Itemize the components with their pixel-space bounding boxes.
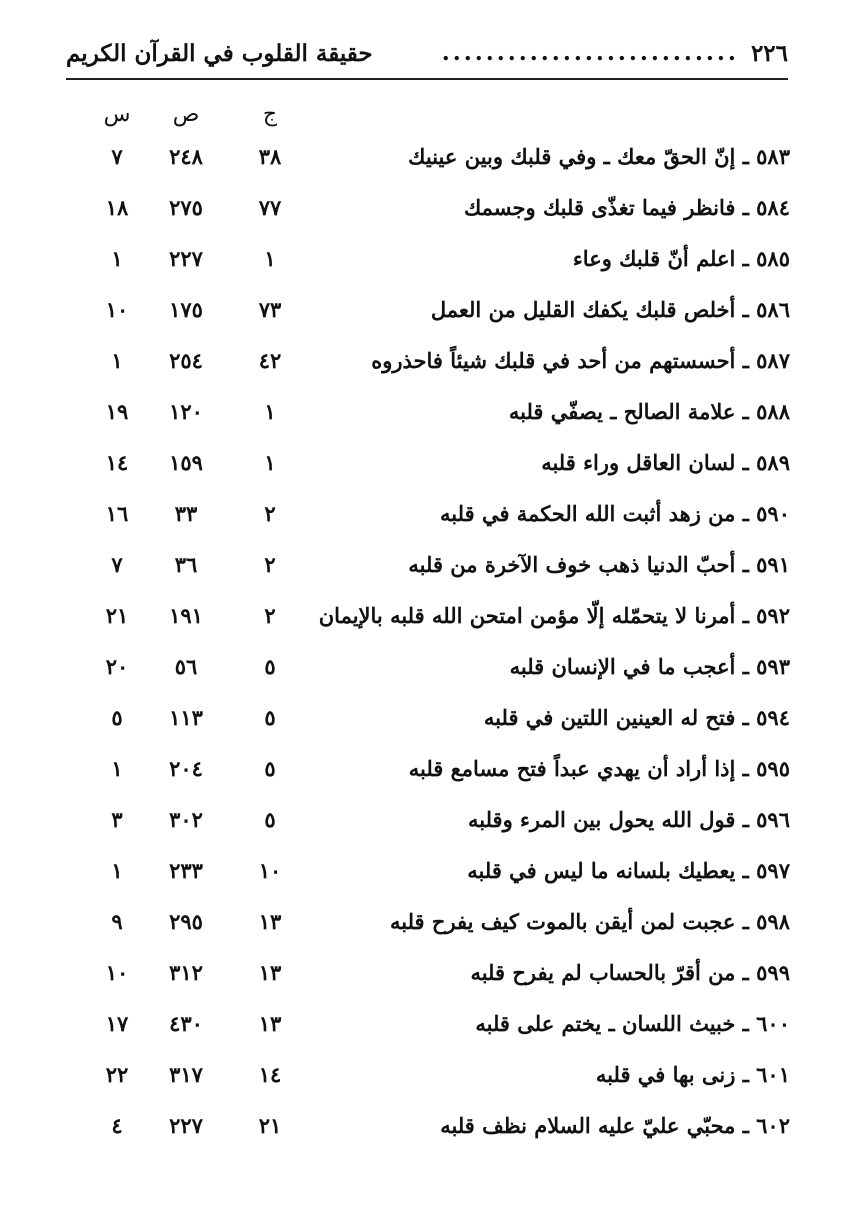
entry-title: ٥٩٣ ـ أعجب ما في الإنسان قلبه: [509, 654, 790, 679]
entry-title: ٥٩٥ ـ إذا أراد أن يهدي عبداً فتح مسامع قلبه: [408, 756, 790, 781]
entry-line: ١: [111, 348, 123, 373]
index-row: [0, 289, 862, 340]
entry-page: ٢٢٧: [169, 1113, 203, 1138]
entry-page: ٥٦: [174, 654, 198, 679]
entry-volume: ٢: [264, 501, 276, 526]
index-row: [0, 901, 862, 952]
entry-volume: ٧٣: [258, 297, 282, 322]
index-row: [0, 187, 862, 238]
entry-page: ١٥٩: [169, 450, 203, 475]
entry-volume: ٥: [264, 654, 276, 679]
entry-title: ٥٨٧ ـ أحسستهم من أحد في قلبك شيئاً فاحذروه: [371, 348, 790, 373]
entry-page: ٣١٧: [169, 1062, 203, 1087]
index-row: [0, 238, 862, 289]
entry-line: ٥: [111, 705, 123, 730]
entry-volume: ٣٨: [258, 144, 282, 169]
entry-page: ١٩١: [169, 603, 203, 628]
entry-title: ٥٨٦ ـ أخلص قلبك يكفك القليل من العمل: [430, 297, 790, 322]
entry-title: ٥٨٨ ـ علامة الصالح ـ يصفّي قلبه: [508, 399, 790, 424]
entry-line: ٢١: [105, 603, 129, 628]
entry-page: ٢٣٣: [169, 858, 203, 883]
entry-volume: ٥: [264, 756, 276, 781]
entry-volume: ١٠: [258, 858, 282, 883]
entry-line: ١٩: [105, 399, 129, 424]
entry-title: ٥٩٤ ـ فتح له العينين اللتين في قلبه: [483, 705, 790, 730]
index-row: [0, 544, 862, 595]
entry-volume: ١: [264, 450, 276, 475]
entry-volume: ١٤: [258, 1062, 282, 1087]
entry-title: ٥٩٢ ـ أمرنا لا يتحمّله إلّا مؤمن امتحن الله قلبه بالإيمان: [318, 603, 790, 628]
index-row: [0, 1105, 862, 1156]
column-header-line: س: [103, 102, 131, 127]
entry-line: ٧: [111, 552, 123, 577]
running-header: [66, 36, 788, 80]
entry-line: ١٧: [105, 1011, 129, 1036]
index-row: [0, 799, 862, 850]
index-row: [0, 1054, 862, 1105]
entry-page: ٢٧٥: [169, 195, 203, 220]
index-row: [0, 748, 862, 799]
entry-page: ٣٦: [174, 552, 198, 577]
entry-title: ٥٩٠ ـ من زهد أثبت الله الحكمة في قلبه: [440, 501, 790, 526]
entry-page: ١١٣: [169, 705, 203, 730]
entry-line: ١٤: [105, 450, 129, 475]
index-row: [0, 493, 862, 544]
entry-page: ٣٠٢: [169, 807, 203, 832]
column-header-page: ص: [172, 102, 200, 127]
entry-volume: ٤٢: [258, 348, 282, 373]
entry-line: ١: [111, 756, 123, 781]
entry-volume: ٥: [264, 807, 276, 832]
entry-title: ٦٠٠ ـ خبيث اللسان ـ يختم على قلبه: [475, 1011, 790, 1036]
entry-volume: ١٣: [258, 909, 282, 934]
entry-line: ٣: [111, 807, 123, 832]
entry-title: ٥٩٨ ـ عجبت لمن أيقن بالموت كيف يفرح قلبه: [389, 909, 790, 934]
index-row: [0, 442, 862, 493]
entry-page: ٢٩٥: [169, 909, 203, 934]
entry-line: ٧: [111, 144, 123, 169]
entry-title: ٥٩٩ ـ من أقرّ بالحساب لم يفرح قلبه: [470, 960, 790, 985]
index-row: [0, 850, 862, 901]
entry-title: ٦٠١ ـ زنى بها في قلبه: [595, 1062, 790, 1087]
entry-page: ٢٠٤: [169, 756, 203, 781]
entry-line: ٢٠: [105, 654, 129, 679]
index-row: [0, 595, 862, 646]
entry-volume: ٢: [264, 552, 276, 577]
entry-volume: ٥: [264, 705, 276, 730]
entry-page: ١٧٥: [169, 297, 203, 322]
entry-volume: ٢: [264, 603, 276, 628]
entry-volume: ١٣: [258, 1011, 282, 1036]
index-row: [0, 646, 862, 697]
entry-page: ٢٢٧: [169, 246, 203, 271]
entry-page: ٣١٢: [169, 960, 203, 985]
entry-volume: ٧٧: [258, 195, 282, 220]
entry-title: ٥٩٧ ـ يعطيك بلسانه ما ليس في قلبه: [467, 858, 790, 883]
entry-title: ٥٨٣ ـ إنّ الحقّ معك ـ وفي قلبك وبين عينيك: [408, 144, 790, 169]
index-row: [0, 1003, 862, 1054]
entry-volume: ١: [264, 399, 276, 424]
entry-line: ١: [111, 246, 123, 271]
leader-dots: ...........................: [441, 39, 739, 66]
entry-line: ٩: [111, 909, 123, 934]
entry-volume: ٢١: [258, 1113, 282, 1138]
entry-line: ١٠: [105, 297, 129, 322]
page-number: ٢٢٦: [750, 39, 788, 67]
column-header-volume: ج: [262, 102, 278, 127]
index-row: [0, 340, 862, 391]
entry-line: ١٠: [105, 960, 129, 985]
entry-line: ٢٢: [105, 1062, 129, 1087]
entry-page: ١٢٠: [169, 399, 203, 424]
entry-line: ١٦: [105, 501, 129, 526]
entry-page: ٢٥٤: [169, 348, 203, 373]
entry-page: ٢٤٨: [169, 144, 203, 169]
entry-title: ٥٨٤ ـ فانظر فيما تغذّى قلبك وجسمك: [463, 195, 790, 220]
book-title: حقيقة القلوب في القرآن الكريم: [66, 39, 373, 67]
index-row: [0, 391, 862, 442]
entry-volume: ١٣: [258, 960, 282, 985]
entry-line: ١٨: [105, 195, 129, 220]
entry-line: ٤: [111, 1113, 123, 1138]
entry-title: ٥٨٩ ـ لسان العاقل وراء قلبه: [541, 450, 790, 475]
entry-volume: ١: [264, 246, 276, 271]
entry-title: ٥٩٦ ـ قول الله يحول بين المرء وقلبه: [468, 807, 790, 832]
entry-page: ٣٣: [174, 501, 198, 526]
entry-title: ٦٠٢ ـ محبّي عليّ عليه السلام نظف قلبه: [440, 1113, 790, 1138]
index-row: [0, 136, 862, 187]
entry-title: ٥٨٥ ـ اعلم أنّ قلبك وعاء: [572, 246, 790, 271]
index-row: [0, 952, 862, 1003]
index-list: [0, 136, 862, 1156]
entry-line: ١: [111, 858, 123, 883]
entry-page: ٤٣٠: [169, 1011, 203, 1036]
index-row: [0, 697, 862, 748]
entry-title: ٥٩١ ـ أحبّ الدنيا ذهب خوف الآخرة من قلبه: [408, 552, 790, 577]
